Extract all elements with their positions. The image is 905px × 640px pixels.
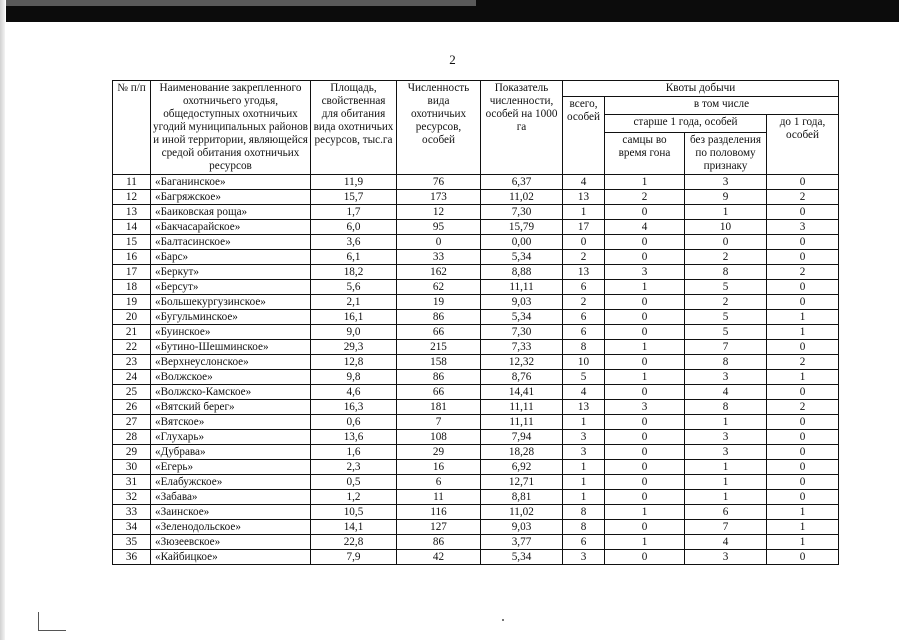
table-body <box>113 175 839 565</box>
cell-young: 1 <box>767 310 839 325</box>
cell-population: 86 <box>397 370 481 385</box>
cell-males-rut: 0 <box>605 235 685 250</box>
cell-population: 62 <box>397 280 481 295</box>
table-row <box>113 385 839 400</box>
cell-area: 12,8 <box>311 355 397 370</box>
cell-total: 6 <box>563 325 605 340</box>
cell-young: 2 <box>767 265 839 280</box>
cell-total: 4 <box>563 385 605 400</box>
cell-total: 6 <box>563 535 605 550</box>
page-number: 2 <box>449 52 456 67</box>
cell-population: 86 <box>397 535 481 550</box>
cell-no-sex: 5 <box>685 325 767 340</box>
cell-males-rut: 0 <box>605 430 685 445</box>
cell-name: «Дубрава» <box>151 445 311 460</box>
cell-males-rut: 0 <box>605 475 685 490</box>
cell-males-rut: 1 <box>605 370 685 385</box>
cell-num: 31 <box>113 475 151 490</box>
cell-total: 0 <box>563 235 605 250</box>
cell-population: 11 <box>397 490 481 505</box>
table-row <box>113 310 839 325</box>
cell-population: 0 <box>397 235 481 250</box>
cell-num: 12 <box>113 190 151 205</box>
cell-num: 20 <box>113 310 151 325</box>
cell-density: 3,77 <box>481 535 563 550</box>
cell-num: 35 <box>113 535 151 550</box>
cell-num: 22 <box>113 340 151 355</box>
cell-males-rut: 0 <box>605 205 685 220</box>
cell-density: 11,11 <box>481 400 563 415</box>
cell-total: 3 <box>563 445 605 460</box>
cell-young: 3 <box>767 220 839 235</box>
cell-area: 3,6 <box>311 235 397 250</box>
cell-density: 9,03 <box>481 520 563 535</box>
cell-population: 162 <box>397 265 481 280</box>
cell-num: 15 <box>113 235 151 250</box>
cell-population: 76 <box>397 175 481 190</box>
cell-total: 13 <box>563 265 605 280</box>
cell-total: 10 <box>563 355 605 370</box>
cell-name: «Баиковская роща» <box>151 205 311 220</box>
cell-total: 3 <box>563 550 605 565</box>
cell-no-sex: 0 <box>685 235 767 250</box>
cell-total: 2 <box>563 295 605 310</box>
cell-males-rut: 0 <box>605 520 685 535</box>
cell-density: 0,00 <box>481 235 563 250</box>
cell-no-sex: 1 <box>685 460 767 475</box>
cell-no-sex: 2 <box>685 295 767 310</box>
cell-num: 29 <box>113 445 151 460</box>
cell-males-rut: 0 <box>605 310 685 325</box>
cell-total: 8 <box>563 340 605 355</box>
table-row <box>113 535 839 550</box>
cell-density: 5,34 <box>481 550 563 565</box>
cell-area: 0,6 <box>311 415 397 430</box>
cell-area: 9,0 <box>311 325 397 340</box>
cell-males-rut: 2 <box>605 190 685 205</box>
cell-no-sex: 8 <box>685 355 767 370</box>
cell-total: 6 <box>563 280 605 295</box>
cell-young: 0 <box>767 445 839 460</box>
quota-table <box>112 80 839 565</box>
cell-density: 6,92 <box>481 460 563 475</box>
cell-num: 28 <box>113 430 151 445</box>
cell-young: 2 <box>767 190 839 205</box>
cell-population: 66 <box>397 325 481 340</box>
table-row <box>113 370 839 385</box>
cell-males-rut: 0 <box>605 250 685 265</box>
cell-density: 12,71 <box>481 475 563 490</box>
cell-area: 13,6 <box>311 430 397 445</box>
cell-density: 8,81 <box>481 490 563 505</box>
cell-males-rut: 0 <box>605 460 685 475</box>
cell-population: 95 <box>397 220 481 235</box>
cell-name: «Кайбицкое» <box>151 550 311 565</box>
cell-no-sex: 3 <box>685 430 767 445</box>
cell-name: «Бугульминское» <box>151 310 311 325</box>
cell-males-rut: 0 <box>605 445 685 460</box>
cell-density: 11,02 <box>481 505 563 520</box>
cell-no-sex: 8 <box>685 265 767 280</box>
cell-num: 16 <box>113 250 151 265</box>
table-row <box>113 280 839 295</box>
cell-density: 6,37 <box>481 175 563 190</box>
cell-no-sex: 3 <box>685 550 767 565</box>
cell-males-rut: 1 <box>605 535 685 550</box>
cell-density: 18,28 <box>481 445 563 460</box>
cell-name: «Заинское» <box>151 505 311 520</box>
cell-no-sex: 3 <box>685 445 767 460</box>
table-row <box>113 190 839 205</box>
cell-total: 3 <box>563 430 605 445</box>
table-row <box>113 400 839 415</box>
scan-top-bar-shade <box>6 0 476 6</box>
header-population: Численность вида охотничьих ресурсов, особей <box>397 81 481 175</box>
cell-name: «Вятское» <box>151 415 311 430</box>
cell-males-rut: 0 <box>605 490 685 505</box>
cell-name: «Балтасинское» <box>151 235 311 250</box>
cell-young: 0 <box>767 280 839 295</box>
cell-density: 8,88 <box>481 265 563 280</box>
header-males-rut: самцы во время гона <box>605 133 685 175</box>
cell-num: 26 <box>113 400 151 415</box>
cell-area: 11,9 <box>311 175 397 190</box>
cell-males-rut: 1 <box>605 280 685 295</box>
cell-no-sex: 5 <box>685 310 767 325</box>
cell-young: 0 <box>767 475 839 490</box>
cell-no-sex: 1 <box>685 205 767 220</box>
header-no-sex: без разделения по половому признаку <box>685 133 767 175</box>
cell-area: 18,2 <box>311 265 397 280</box>
cell-young: 1 <box>767 520 839 535</box>
cell-name: «Барс» <box>151 250 311 265</box>
cell-young: 0 <box>767 295 839 310</box>
cell-total: 5 <box>563 370 605 385</box>
cell-area: 1,2 <box>311 490 397 505</box>
cell-population: 181 <box>397 400 481 415</box>
cell-density: 8,76 <box>481 370 563 385</box>
cell-area: 6,0 <box>311 220 397 235</box>
cell-name: «Бакчасарайское» <box>151 220 311 235</box>
cell-population: 6 <box>397 475 481 490</box>
scan-dust-dot <box>502 619 504 621</box>
cell-total: 8 <box>563 505 605 520</box>
cell-area: 1,6 <box>311 445 397 460</box>
cell-area: 22,8 <box>311 535 397 550</box>
cell-num: 14 <box>113 220 151 235</box>
header-num: № п/п <box>113 81 151 175</box>
cell-population: 215 <box>397 340 481 355</box>
header-older: старше 1 года, особей <box>605 115 767 133</box>
table-row <box>113 325 839 340</box>
scan-corner-mark <box>38 612 39 631</box>
cell-total: 6 <box>563 310 605 325</box>
cell-area: 5,6 <box>311 280 397 295</box>
cell-total: 8 <box>563 520 605 535</box>
cell-no-sex: 3 <box>685 370 767 385</box>
cell-population: 66 <box>397 385 481 400</box>
cell-no-sex: 7 <box>685 340 767 355</box>
cell-num: 13 <box>113 205 151 220</box>
cell-num: 27 <box>113 415 151 430</box>
cell-males-rut: 0 <box>605 550 685 565</box>
cell-total: 1 <box>563 475 605 490</box>
header-total: всего, особей <box>563 97 605 175</box>
table-row <box>113 445 839 460</box>
cell-area: 29,3 <box>311 340 397 355</box>
cell-num: 24 <box>113 370 151 385</box>
cell-population: 7 <box>397 415 481 430</box>
cell-total: 1 <box>563 460 605 475</box>
table-row <box>113 475 839 490</box>
cell-name: «Зюзеевское» <box>151 535 311 550</box>
cell-young: 0 <box>767 175 839 190</box>
cell-area: 16,1 <box>311 310 397 325</box>
cell-density: 12,32 <box>481 355 563 370</box>
quota-table-container <box>112 80 838 565</box>
table-row <box>113 490 839 505</box>
cell-no-sex: 1 <box>685 490 767 505</box>
cell-males-rut: 0 <box>605 295 685 310</box>
cell-area: 4,6 <box>311 385 397 400</box>
cell-area: 7,9 <box>311 550 397 565</box>
cell-males-rut: 0 <box>605 415 685 430</box>
cell-area: 10,5 <box>311 505 397 520</box>
cell-population: 12 <box>397 205 481 220</box>
cell-no-sex: 6 <box>685 505 767 520</box>
cell-num: 34 <box>113 520 151 535</box>
cell-num: 11 <box>113 175 151 190</box>
cell-population: 33 <box>397 250 481 265</box>
cell-young: 0 <box>767 460 839 475</box>
cell-density: 14,41 <box>481 385 563 400</box>
cell-num: 36 <box>113 550 151 565</box>
cell-young: 1 <box>767 505 839 520</box>
cell-density: 7,30 <box>481 325 563 340</box>
cell-no-sex: 5 <box>685 280 767 295</box>
cell-young: 1 <box>767 370 839 385</box>
scan-corner-mark-line <box>38 630 66 631</box>
cell-name: «Егерь» <box>151 460 311 475</box>
table-row <box>113 295 839 310</box>
table-row <box>113 460 839 475</box>
header-density: Показатель численности, особей на 1000 га <box>481 81 563 175</box>
header-area: Площадь, свойственная для обитания вида охотничьих ресурсов, тыс.га <box>311 81 397 175</box>
cell-area: 1,7 <box>311 205 397 220</box>
cell-population: 42 <box>397 550 481 565</box>
cell-num: 33 <box>113 505 151 520</box>
cell-area: 15,7 <box>311 190 397 205</box>
cell-no-sex: 3 <box>685 175 767 190</box>
cell-population: 29 <box>397 445 481 460</box>
table-row <box>113 430 839 445</box>
cell-area: 16,3 <box>311 400 397 415</box>
cell-no-sex: 1 <box>685 415 767 430</box>
cell-total: 1 <box>563 205 605 220</box>
table-row <box>113 355 839 370</box>
cell-young: 0 <box>767 340 839 355</box>
cell-num: 17 <box>113 265 151 280</box>
cell-population: 158 <box>397 355 481 370</box>
cell-males-rut: 0 <box>605 385 685 400</box>
cell-density: 9,03 <box>481 295 563 310</box>
cell-area: 2,1 <box>311 295 397 310</box>
cell-name: «Верхнеуслонское» <box>151 355 311 370</box>
cell-area: 2,3 <box>311 460 397 475</box>
cell-total: 1 <box>563 415 605 430</box>
cell-population: 173 <box>397 190 481 205</box>
cell-num: 30 <box>113 460 151 475</box>
cell-density: 7,30 <box>481 205 563 220</box>
cell-males-rut: 3 <box>605 265 685 280</box>
cell-population: 19 <box>397 295 481 310</box>
cell-name: «Елабужское» <box>151 475 311 490</box>
cell-num: 18 <box>113 280 151 295</box>
cell-young: 0 <box>767 415 839 430</box>
cell-males-rut: 1 <box>605 505 685 520</box>
cell-name: «Глухарь» <box>151 430 311 445</box>
header-name: Наименование закрепленного охотничьего угодья, общедоступных охотничьих угодий муниципальных районов и иной территории, являющейся средой обитания охотничьих ресурсов <box>151 81 311 175</box>
cell-num: 21 <box>113 325 151 340</box>
cell-density: 11,02 <box>481 190 563 205</box>
table-row <box>113 520 839 535</box>
cell-num: 19 <box>113 295 151 310</box>
table-header <box>113 81 839 175</box>
cell-males-rut: 4 <box>605 220 685 235</box>
cell-no-sex: 4 <box>685 385 767 400</box>
cell-name: «Забава» <box>151 490 311 505</box>
table-row <box>113 415 839 430</box>
cell-no-sex: 10 <box>685 220 767 235</box>
table-row <box>113 175 839 190</box>
cell-young: 0 <box>767 490 839 505</box>
table-row <box>113 550 839 565</box>
cell-no-sex: 8 <box>685 400 767 415</box>
cell-name: «Беркут» <box>151 265 311 280</box>
header-young: до 1 года, особей <box>767 115 839 175</box>
cell-no-sex: 9 <box>685 190 767 205</box>
cell-area: 6,1 <box>311 250 397 265</box>
cell-males-rut: 1 <box>605 175 685 190</box>
cell-name: «Вятский берег» <box>151 400 311 415</box>
cell-name: «Бутино-Шешминское» <box>151 340 311 355</box>
cell-num: 32 <box>113 490 151 505</box>
cell-no-sex: 7 <box>685 520 767 535</box>
cell-density: 5,34 <box>481 250 563 265</box>
table-row <box>113 220 839 235</box>
scan-left-edge <box>0 0 5 640</box>
cell-males-rut: 1 <box>605 340 685 355</box>
cell-no-sex: 1 <box>685 475 767 490</box>
cell-young: 2 <box>767 355 839 370</box>
cell-young: 0 <box>767 205 839 220</box>
cell-name: «Волжское» <box>151 370 311 385</box>
cell-total: 4 <box>563 175 605 190</box>
cell-name: «Волжско-Камское» <box>151 385 311 400</box>
cell-density: 11,11 <box>481 415 563 430</box>
table-row <box>113 505 839 520</box>
cell-population: 116 <box>397 505 481 520</box>
table-row <box>113 250 839 265</box>
table-row <box>113 205 839 220</box>
cell-density: 5,34 <box>481 310 563 325</box>
cell-males-rut: 0 <box>605 325 685 340</box>
cell-total: 17 <box>563 220 605 235</box>
cell-young: 1 <box>767 535 839 550</box>
cell-young: 1 <box>767 325 839 340</box>
cell-total: 1 <box>563 490 605 505</box>
cell-population: 127 <box>397 520 481 535</box>
cell-no-sex: 4 <box>685 535 767 550</box>
cell-population: 16 <box>397 460 481 475</box>
table-row <box>113 235 839 250</box>
cell-name: «Зеленодольское» <box>151 520 311 535</box>
cell-name: «Баганинское» <box>151 175 311 190</box>
cell-population: 108 <box>397 430 481 445</box>
cell-area: 14,1 <box>311 520 397 535</box>
table-row <box>113 340 839 355</box>
cell-no-sex: 2 <box>685 250 767 265</box>
table-row <box>113 265 839 280</box>
cell-young: 0 <box>767 235 839 250</box>
cell-males-rut: 0 <box>605 355 685 370</box>
cell-density: 7,94 <box>481 430 563 445</box>
cell-males-rut: 3 <box>605 400 685 415</box>
cell-density: 11,11 <box>481 280 563 295</box>
cell-density: 15,79 <box>481 220 563 235</box>
cell-young: 0 <box>767 385 839 400</box>
cell-population: 86 <box>397 310 481 325</box>
cell-name: «Буинское» <box>151 325 311 340</box>
cell-name: «Багряжское» <box>151 190 311 205</box>
cell-num: 23 <box>113 355 151 370</box>
cell-young: 0 <box>767 550 839 565</box>
cell-area: 0,5 <box>311 475 397 490</box>
cell-name: «Большекургузинское» <box>151 295 311 310</box>
cell-young: 2 <box>767 400 839 415</box>
cell-total: 13 <box>563 400 605 415</box>
cell-total: 13 <box>563 190 605 205</box>
cell-num: 25 <box>113 385 151 400</box>
cell-young: 0 <box>767 430 839 445</box>
cell-density: 7,33 <box>481 340 563 355</box>
cell-area: 9,8 <box>311 370 397 385</box>
header-including: в том числе <box>605 97 839 115</box>
cell-young: 0 <box>767 250 839 265</box>
cell-total: 2 <box>563 250 605 265</box>
header-quotas: Квоты добычи <box>563 81 839 97</box>
cell-name: «Берсут» <box>151 280 311 295</box>
